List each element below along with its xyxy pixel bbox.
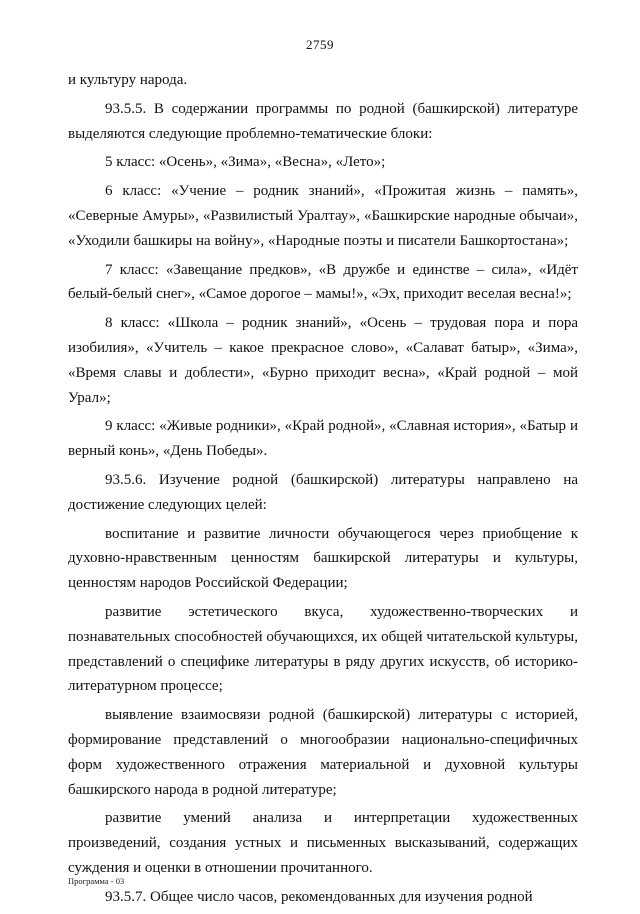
- paragraph-grade-5: 5 класс: «Осень», «Зима», «Весна», «Лето»;: [105, 154, 386, 171]
- paragraph-goal-3: выявление взаимосвязи родной (башкирской) литературы с историей, формирование представлений о многообразии национально-специфичных форм художественного отражения материальной и духовной культуры башкирского народа в родной литературе;: [68, 707, 578, 798]
- paragraph-section-93-5-7: 93.5.7. Общее число часов, рекомендованных для изучения родной: [105, 888, 533, 905]
- paragraph-section-93-5-5: 93.5.5. В содержании программы по родной (башкирской) литературе выделяются следующие проблемно-тематические блоки:: [68, 100, 578, 142]
- page-number: 2759: [306, 37, 334, 52]
- paragraph-grade-7: 7 класс: «Завещание предков», «В дружбе и единстве – сила», «Идёт белый-белый снег», «Самое дорогое – мамы!», «Эх, приходит веселая весна!»;: [68, 261, 578, 303]
- paragraph-grade-8: 8 класс: «Школа – родник знаний», «Осень – трудовая пора и пора изобилия», «Учитель – какое прекрасное слово», «Салават батыр», «Зима», «Время славы и доблести», «Бурно приходит весна», «Край родной – мой Урал»;: [68, 315, 578, 406]
- paragraph-goal-2: развитие эстетического вкуса, художественно-творческих и познавательных способностей обучающихся, их общей читательской культуры, представлений о специфике литературы в ряду других искусств, об историко-литературном процессе;: [68, 603, 578, 695]
- paragraph-goal-4: развитие умений анализа и интерпретации художественных произведений, создания устных и письменных высказываний, содержащих суждения и оценки в отношении прочитанного.: [68, 810, 578, 876]
- paragraph-continuation: и культуру народа.: [68, 72, 188, 88]
- paragraph-goal-1: воспитание и развитие личности обучающегося через приобщение к духовно-нравственным ценностям башкирской литературы и культуры, ценностям народов Российской Федерации;: [68, 525, 578, 592]
- paragraph-grade-6: 6 класс: «Учение – родник знаний», «Прожитая жизнь – память», «Северные Амуры», «Развилистый Уралтау», «Башкирские народные обычаи», «Уходили башкиры на войну», «Народные поэты и писатели Башкортостана»;: [68, 183, 578, 249]
- document-body: [68, 68, 578, 914]
- paragraph-section-93-5-6: 93.5.6. Изучение родной (башкирской) литературы направлено на достижение следующих целей:: [68, 471, 578, 513]
- page-footer: Программа - 03: [68, 876, 125, 886]
- paragraph-grade-9: 9 класс: «Живые родники», «Край родной», «Славная история», «Батыр и верный конь», «День Победы».: [68, 418, 578, 460]
